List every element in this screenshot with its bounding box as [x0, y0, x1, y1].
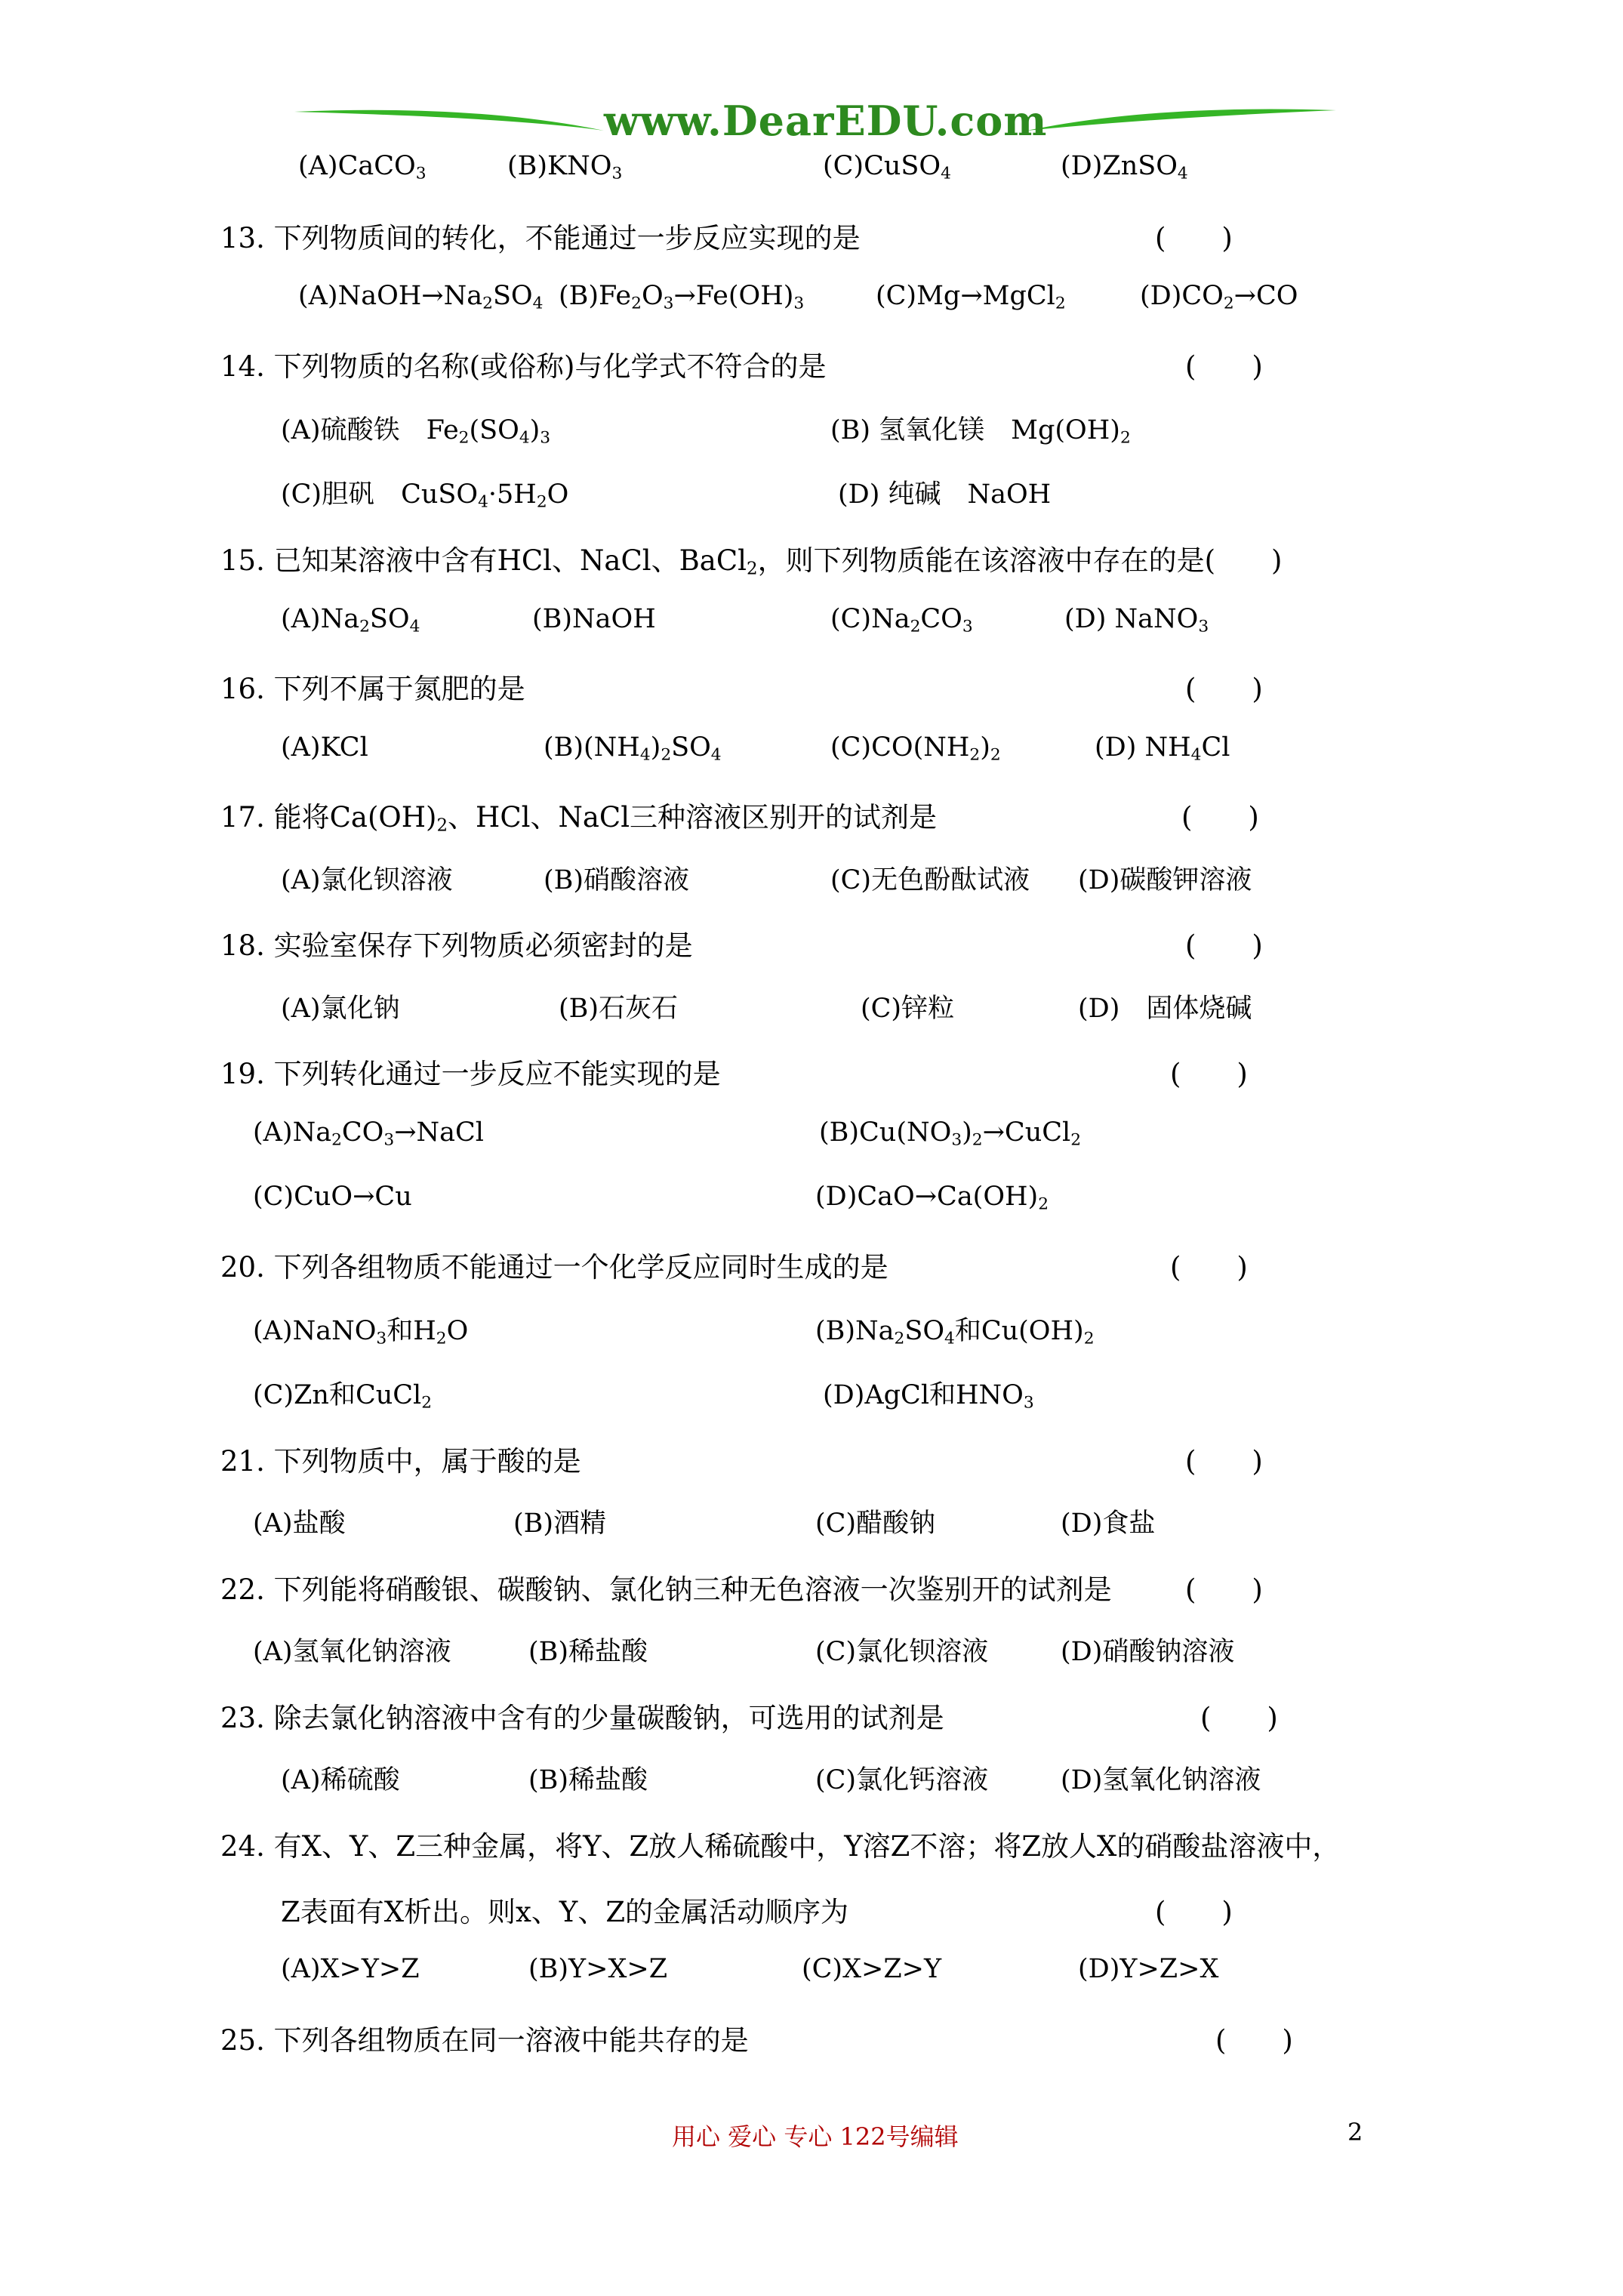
question-22: 22. 下列能将硝酸银、碳酸钠、氯化钠三种无色溶液一次鉴别开的试剂是 [220, 1573, 1112, 1606]
q16-option-d: (D) $NH_4Cl$ [1095, 732, 1230, 765]
q14-option-c: (C)胆矾 $CuSO_4\cdot 5H_2O$ [281, 479, 569, 512]
answer-paren-18: ( ) [1185, 929, 1263, 962]
header-brand: www.DearEDU.com [604, 97, 1048, 145]
question-18: 18. 实验室保存下列物质必须密封的是 [220, 929, 693, 962]
question-16: 16. 下列不属于氮肥的是 [220, 673, 525, 705]
q21-option-c: (C)醋酸钠 [815, 1509, 936, 1539]
q12-option-b: $(B)KNO_3$ [507, 151, 623, 183]
q19-option-a: $(A)Na_2CO_3\to NaCl$ [253, 1117, 484, 1150]
question-17: 17. 能将$Ca(OH)_2$、HCl、NaCl三种溶液区别开的试剂是 [220, 801, 938, 836]
answer-paren-25: ( ) [1215, 2024, 1293, 2057]
question-19: 19. 下列转化通过一步反应不能实现的是 [220, 1058, 721, 1090]
q24-option-c: (C)X>Z>Y [802, 1954, 942, 1984]
q21-option-b: (B)酒精 [513, 1509, 607, 1539]
question-25: 25. 下列各组物质在同一溶液中能共存的是 [220, 2024, 749, 2057]
q16-option-c: $(C)CO(NH_2)_2$ [830, 732, 1001, 765]
q18-option-b: (B)石灰石 [559, 994, 679, 1024]
q15-option-b: (B)NaOH [532, 604, 656, 634]
q23-option-d: (D)氢氧化钠溶液 [1061, 1765, 1261, 1795]
q12-option-d: (D)ZnSO$_4$ [1061, 151, 1188, 183]
q15-option-c: $(C)Na_2CO_3$ [830, 604, 973, 636]
footer-text: 用心 爱心 专心 122号编辑 [672, 2122, 959, 2151]
answer-paren-17: ( ) [1181, 801, 1259, 834]
q14-option-b: (B) 氢氧化镁 $Mg(OH)_2$ [830, 415, 1131, 448]
q17-option-b: (B)硝酸溶液 [544, 865, 690, 895]
question-13: 13. 下列物质间的转化，不能通过一步反应实现的是 [220, 222, 861, 254]
q22-option-b: (B)稀盐酸 [528, 1637, 648, 1667]
question-14: 14. 下列物质的名称(或俗称)与化学式不符合的是 [220, 350, 827, 383]
answer-paren-22: ( ) [1185, 1573, 1263, 1606]
answer-paren-16: ( ) [1185, 673, 1263, 705]
answer-paren-24: ( ) [1155, 1896, 1233, 1928]
q19-option-b: $(B)Cu(NO_3)_2\to CuCl_2$ [819, 1117, 1082, 1150]
q13-option-c: (C)Mg→MgCl$_2$ [876, 281, 1066, 313]
q12-option-a: (A)CaCO$_3$ [298, 151, 427, 183]
q21-option-d: (D)食盐 [1061, 1509, 1156, 1539]
q17-option-a: (A)氯化钡溶液 [281, 865, 453, 895]
answer-paren-23: ( ) [1200, 1702, 1278, 1734]
q19-option-d: $(D)CaO\to Ca(OH)_2$ [815, 1182, 1049, 1214]
question-21: 21. 下列物质中，属于酸的是 [220, 1445, 581, 1478]
q20-option-b: $(B)Na_2SO_4$和$Cu(OH)_2$ [815, 1316, 1095, 1348]
q16-option-b: $(B)(NH_4)_2SO_4$ [544, 732, 722, 765]
q22-option-d: (D)硝酸钠溶液 [1061, 1637, 1235, 1667]
answer-paren-14: ( ) [1185, 350, 1263, 383]
q13-option-a: $(A)NaOH\to Na_2SO_4$ [298, 281, 544, 313]
question-24-line2: Z表面有X析出。则x、Y、Z的金属活动顺序为 [281, 1896, 849, 1928]
q13-option-b: $(B)Fe_2O_3\to Fe(OH)_3$ [559, 281, 805, 313]
q13-option-d: $(D)CO_2\to CO$ [1140, 281, 1298, 313]
q21-option-a: (A)盐酸 [253, 1509, 346, 1539]
q22-option-a: (A)氢氧化钠溶液 [253, 1637, 451, 1667]
q17-option-c: (C)无色酚酞试液 [830, 865, 1030, 895]
q24-option-a: (A)X>Y>Z [281, 1954, 420, 1984]
q18-option-d: (D) 固体烧碱 [1078, 994, 1252, 1024]
q20-option-a: (A)NaNO$_3$和$H_2O$ [253, 1316, 469, 1348]
question-23: 23. 除去氯化钠溶液中含有的少量碳酸钠，可选用的试剂是 [220, 1702, 944, 1734]
answer-paren-21: ( ) [1185, 1445, 1263, 1478]
q17-option-d: (D)碳酸钾溶液 [1078, 865, 1252, 895]
q20-option-c: (C)Zn和CuCl$_2$ [253, 1380, 433, 1413]
page-number: 2 [1347, 2118, 1363, 2147]
q23-option-c: (C)氯化钙溶液 [815, 1765, 989, 1795]
question-20: 20. 下列各组物质不能通过一个化学反应同时生成的是 [220, 1251, 888, 1284]
q12-option-c: (C)CuSO$_4$ [823, 151, 951, 183]
q24-option-d: (D)Y>Z>X [1078, 1954, 1219, 1984]
q23-option-b: (B)稀盐酸 [528, 1765, 648, 1795]
q14-option-d: (D) 纯碱 NaOH [838, 479, 1052, 510]
q16-option-a: (A)KCl [281, 732, 368, 763]
q19-option-c: (C)CuO→Cu [253, 1182, 412, 1212]
q14-option-a: (A)硫酸铁 $Fe_2(SO_4)_3$ [281, 415, 551, 448]
answer-paren-19: ( ) [1170, 1058, 1248, 1090]
q18-option-a: (A)氯化钠 [281, 994, 400, 1024]
answer-paren-13: ( ) [1155, 222, 1233, 254]
question-15: 15. 已知某溶液中含有HCl、NaCl、BaCl$_2$，则下列物质能在该溶液中存在的是( ) [220, 544, 1283, 579]
answer-paren-20: ( ) [1170, 1251, 1248, 1284]
q23-option-a: (A)稀硫酸 [281, 1765, 400, 1795]
question-24: 24. 有X、Y、Z三种金属，将Y、Z放人稀硫酸中，Y溶Z不溶；将Z放人X的硝酸盐溶液中， [220, 1830, 1341, 1863]
q18-option-c: (C)锌粒 [861, 994, 955, 1024]
q15-option-d: (D) NaNO$_3$ [1064, 604, 1209, 636]
q20-option-d: (D)AgCl和$HNO_3$ [823, 1380, 1034, 1413]
q15-option-a: $(A)Na_2SO_4$ [281, 604, 420, 636]
q24-option-b: (B)Y>X>Z [528, 1954, 668, 1984]
q22-option-c: (C)氯化钡溶液 [815, 1637, 989, 1667]
